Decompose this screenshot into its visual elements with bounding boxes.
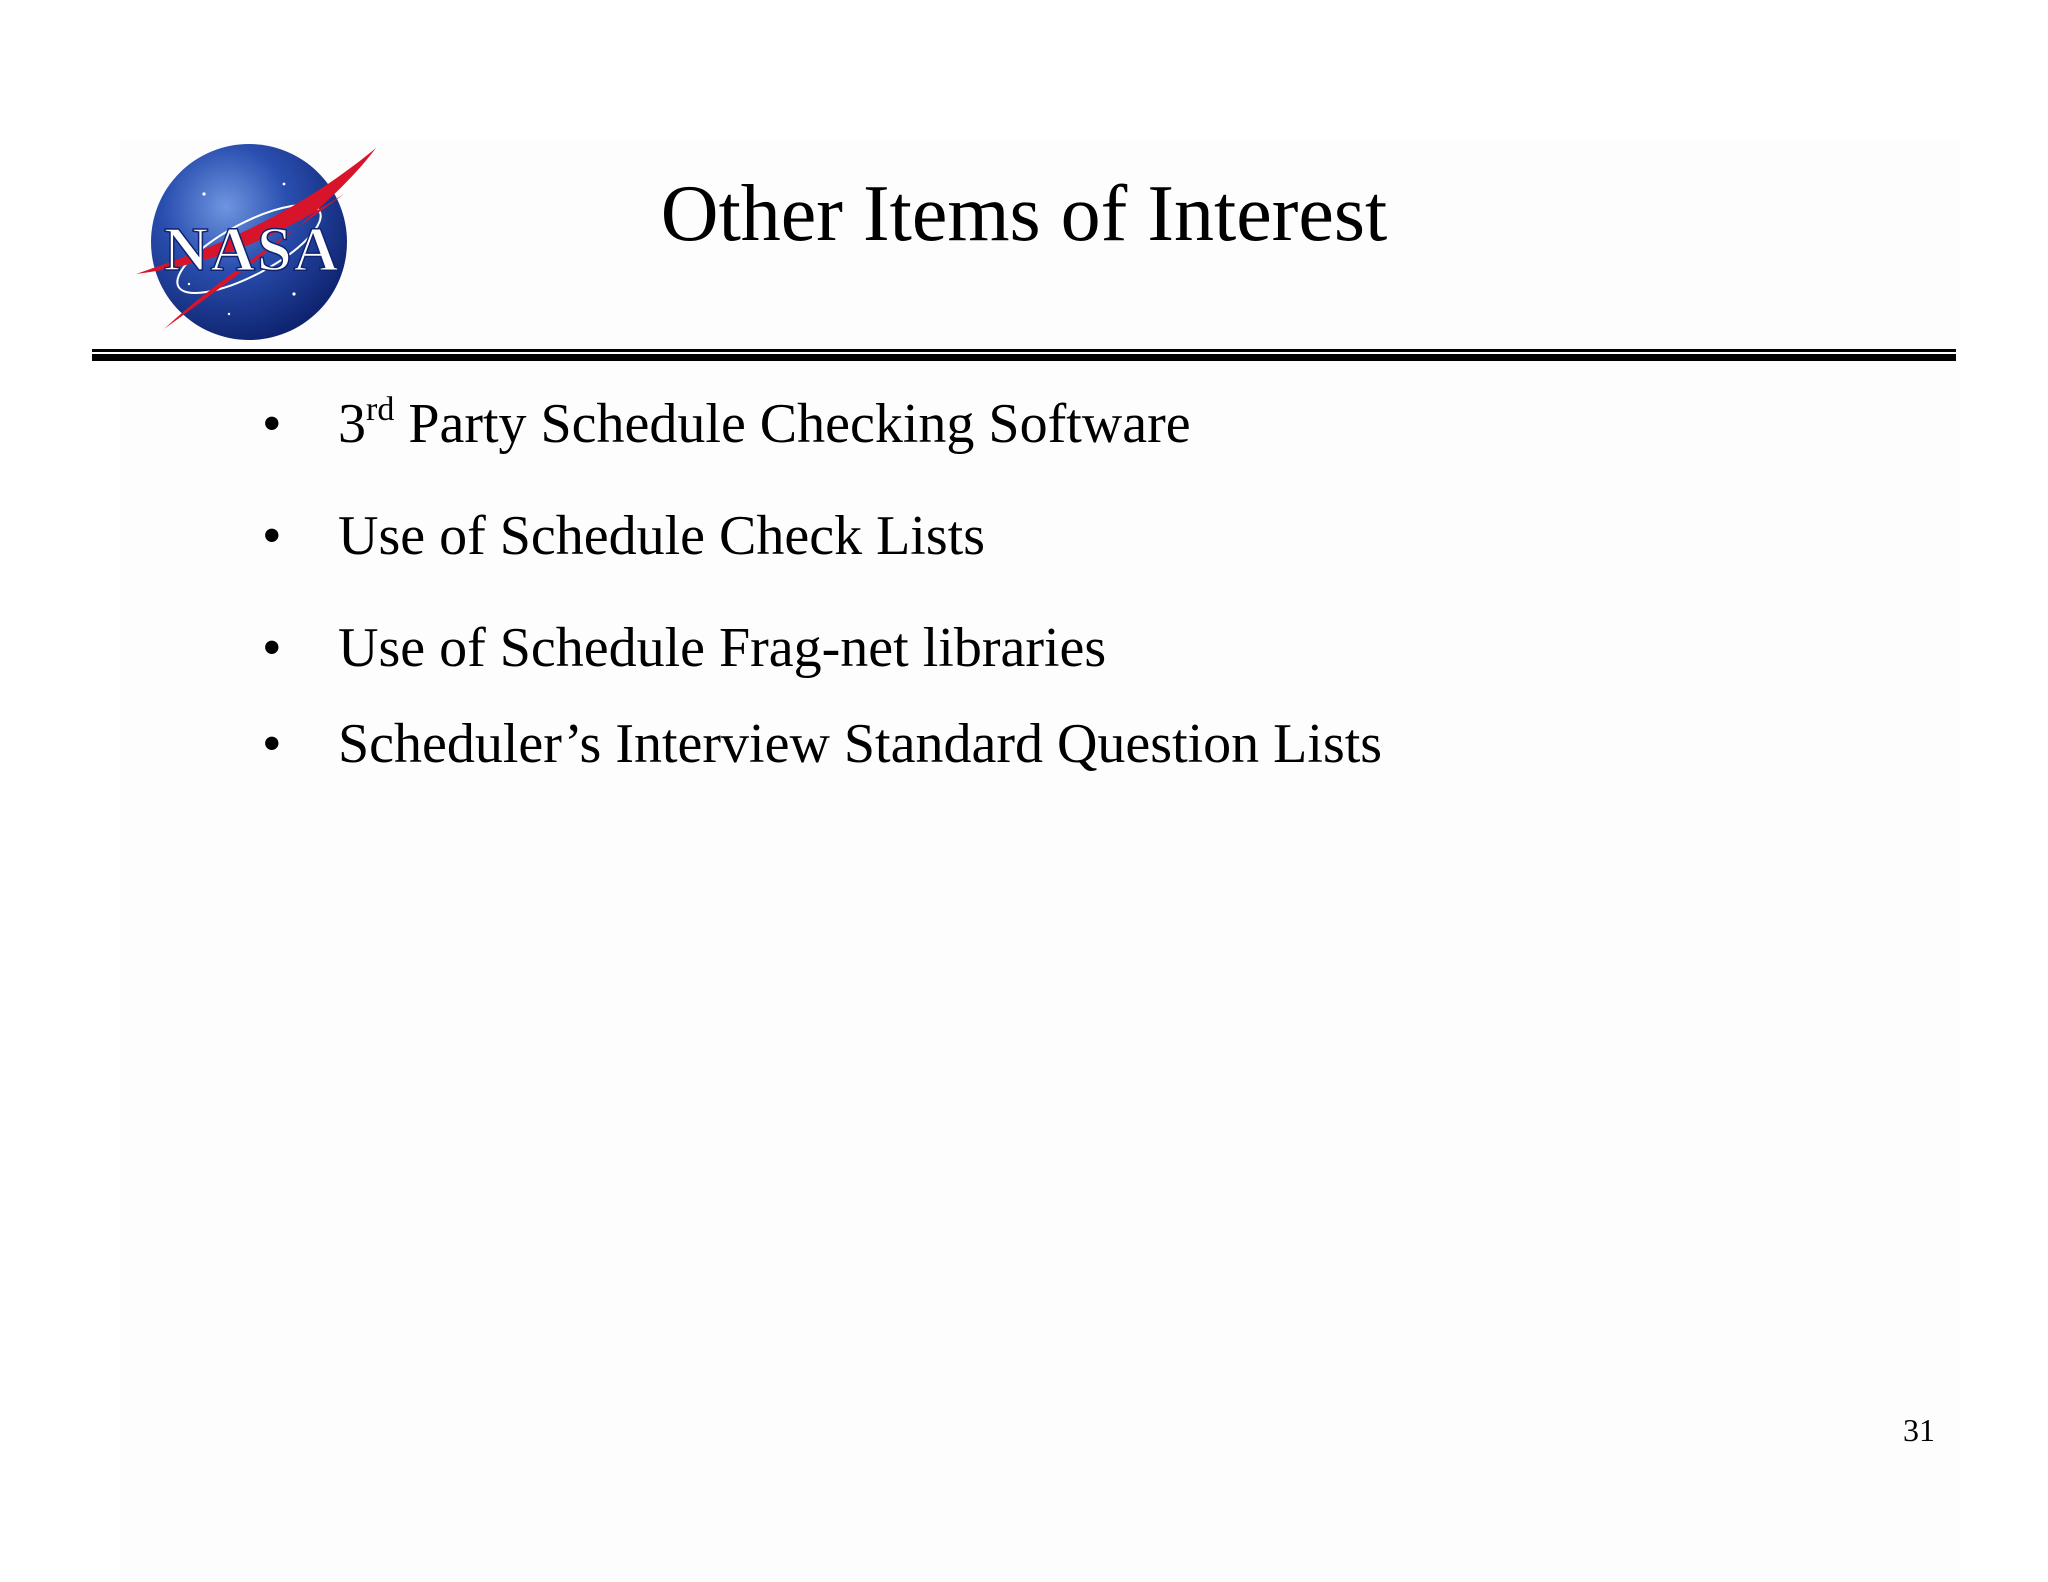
bullet-glyph: • bbox=[262, 617, 282, 679]
bullet-item bbox=[262, 614, 1106, 682]
bullet-text: Use of Schedule Frag-net libraries bbox=[338, 617, 1107, 679]
bullet-text: Party Schedule Checking Software bbox=[394, 393, 1191, 455]
bullet-glyph: • bbox=[262, 393, 282, 455]
bullet-text: Use of Schedule Check Lists bbox=[338, 505, 985, 567]
bullet-superscript: rd bbox=[366, 391, 395, 428]
bullet-glyph: • bbox=[262, 713, 282, 775]
slide-title: Other Items of Interest bbox=[660, 170, 1388, 258]
bullet-item bbox=[262, 502, 985, 570]
title-divider-thick bbox=[92, 354, 1956, 361]
nasa-lettering: NASA bbox=[163, 216, 341, 284]
bullet-text: Scheduler’s Interview Standard Question Lists bbox=[338, 713, 1383, 775]
bullet-item bbox=[262, 390, 1191, 458]
bullet-prefix: 3 bbox=[338, 393, 366, 455]
bullet-glyph: • bbox=[262, 505, 282, 567]
title-divider-thin bbox=[92, 349, 1956, 352]
page-number: 31 bbox=[1903, 1412, 1935, 1448]
bullet-item bbox=[262, 710, 1382, 778]
